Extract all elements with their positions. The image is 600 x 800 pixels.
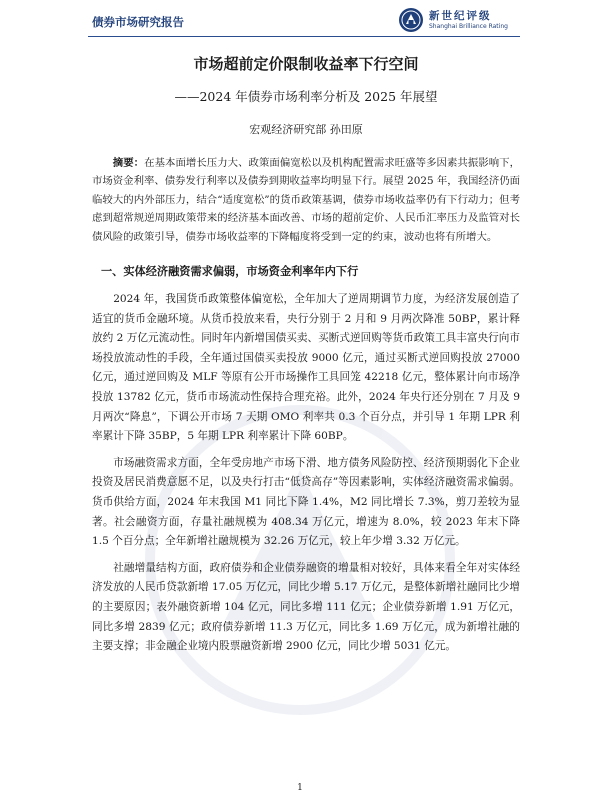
abstract-label: 摘要： <box>112 157 145 169</box>
header-divider <box>88 36 520 37</box>
document-subtitle: ——2024 年债券市场利率分析及 2025 年展望 <box>174 89 438 104</box>
logo-english-name: Shanghai Brilliance Rating <box>429 23 508 30</box>
page-number: 1 <box>297 783 303 793</box>
body-paragraph-3: 社融增量结构方面，政府债券和企业债券融资的增量相对较好，具体来看全年对实体经济发放的人民币贷款新增 17.05 万亿元，同比少增 5.17 万亿元，是整体新增社融同比少增的主要原因；表外融资新增 104 亿元，同比多增 111 亿元；企业债券新增 1.91 万亿元，同比多增 2839 亿元；政府债券新增 11.3 万亿元，同比多 1.69 万亿元，成为新增社融的主要支撑；非金融企业境内股票融资新增 2900 亿元，同比少增 5031 亿元。 <box>92 561 520 653</box>
abstract <box>92 154 520 246</box>
body-paragraph-1: 2024 年，我国货币政策整体偏宽松，全年加大了逆周期调节力度，为经济发展创造了适宜的货币金融环境。从货币投放来看，央行分别于 2 月和 9 月两次降准 50BP，累计释放约 2 万亿元流动性。同时年内新增国债买卖、买断式逆回购等货币政策工具丰富央行向市场投放流动性的手段，全年通过国债买卖投放 9000 亿元，通过买断式逆回购投放 27000 亿元，通过逆回购及 MLF 等原有公开市场操作工具回笼 42218 亿元，整体累计向市场净投放 13782 亿元，货币市场流动性保持合理充裕。此外，2024 年央行还分别在 7 月及 9 月两次“降息”，下调公开市场 7 天期 OMO 利率共 0.3 个百分点，并引导 1 年期 LPR 利率累计下降 35BP，5 年期 LPR 利率累计下降 60BP。 <box>92 293 520 443</box>
section-heading: 一、实体经济融资需求偏弱，市场资金利率年内下行 <box>100 264 359 279</box>
logo-chinese-name: 新世纪评级 <box>429 10 492 22</box>
document-body <box>92 52 520 657</box>
report-series-title: 债券市场研究报告 <box>92 15 184 29</box>
page-header <box>0 0 600 38</box>
abstract-text: 在基本面增长压力大、政策面偏宽松以及机构配置需求旺盛等多因素共振影响下，市场资金利率、债券发行利率以及债券到期收益率均明显下行。展望 2025 年，我国经济仍面临较大的内外部压力，结合“适度宽松”的货币政策基调，债券市场收益率仍有下行动力；但考虑到超常规逆周期政策带来的经济基本面改善、市场的超前定价、人民币汇率压力及监管对长债风险的政策引导，债券市场收益率的下降幅度将受到一定的约束，波动也将有所增大。 <box>92 157 520 243</box>
document-title: 市场超前定价限制收益率下行空间 <box>193 55 419 73</box>
body-paragraph-2: 市场融资需求方面，全年受房地产市场下滑、地方债务风险防控、经济预期弱化下企业投资及居民消费意愿不足，以及央行打击“低贷高存”等因素影响，实体经济融资需求偏弱。货币供给方面，2024 年末我国 M1 同比下降 1.4%，M2 同比增长 7.3%，剪刀差较为显著。社会融资方面，存量社融规模为 408.34 万亿元，增速为 8.0%，较 2023 年末下降 1.5 个百分点；全年新增社融规模为 32.26 万亿元，较上年少增 3.32 万亿元。 <box>92 456 520 548</box>
brilliance-logo-icon <box>398 7 424 33</box>
document-author: 宏观经济研究部 孙田原 <box>249 123 363 136</box>
